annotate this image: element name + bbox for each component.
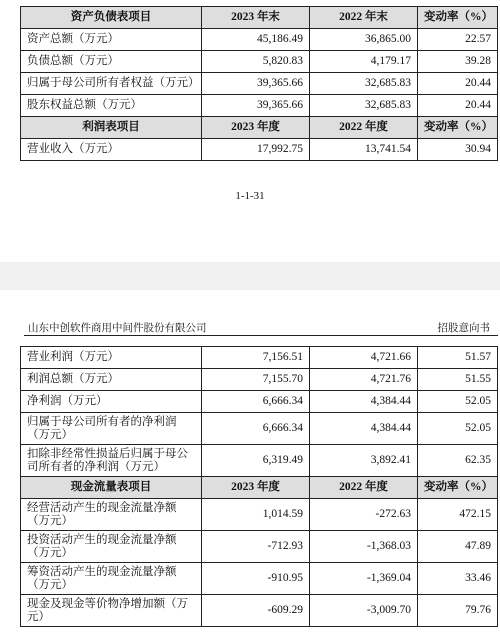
change-rate: 51.55 <box>418 369 498 391</box>
table-row <box>21 413 498 445</box>
table-row <box>21 531 498 563</box>
value-2022: 4,721.66 <box>310 347 418 369</box>
header-cell: 现金流量表项目 <box>21 477 202 499</box>
financial-table-page1 <box>20 6 498 161</box>
header-cell: 2023 年度 <box>202 117 310 139</box>
row-label: 归属于母公司所有者的净利润（万元） <box>21 413 202 445</box>
value-2023: 6,319.49 <box>202 445 310 477</box>
value-2023: -609.29 <box>202 595 310 627</box>
value-2022: 4,384.44 <box>310 391 418 413</box>
company-name: 山东中创软件商用中间件股份有限公司 <box>28 323 207 334</box>
value-2023: -712.93 <box>202 531 310 563</box>
value-2023: 6,666.34 <box>202 391 310 413</box>
value-2022: -272.63 <box>310 499 418 531</box>
income-statement-header-row <box>21 117 498 139</box>
row-label: 股东权益总额（万元） <box>21 95 202 117</box>
row-label: 营业收入（万元） <box>21 139 202 161</box>
row-label: 投资活动产生的现金流量净额（万元） <box>21 531 202 563</box>
change-rate: 39.28 <box>418 51 498 73</box>
table-row <box>21 391 498 413</box>
change-rate: 22.57 <box>418 29 498 51</box>
change-rate: 33.46 <box>418 563 498 595</box>
change-rate: 20.44 <box>418 95 498 117</box>
change-rate: 51.57 <box>418 347 498 369</box>
row-label: 经营活动产生的现金流量净额（万元） <box>21 499 202 531</box>
header-cell: 2022 年度 <box>310 477 418 499</box>
value-2023: 45,186.49 <box>202 29 310 51</box>
value-2022: 4,179.17 <box>310 51 418 73</box>
row-label: 净利润（万元） <box>21 391 202 413</box>
header-cell: 2023 年度 <box>202 477 310 499</box>
table-row <box>21 499 498 531</box>
value-2023: 1,014.59 <box>202 499 310 531</box>
value-2023: 39,365.66 <box>202 73 310 95</box>
header-cell: 2022 年度 <box>310 117 418 139</box>
table-row <box>21 29 498 51</box>
header-rule <box>24 335 498 336</box>
header-cell: 变动率（%） <box>418 7 498 29</box>
change-rate: 20.44 <box>418 73 498 95</box>
value-2023: 7,156.51 <box>202 347 310 369</box>
header-cell: 变动率（%） <box>418 477 498 499</box>
change-rate: 52.05 <box>418 413 498 445</box>
change-rate: 30.94 <box>418 139 498 161</box>
value-2023: 7,155.70 <box>202 369 310 391</box>
value-2023: 6,666.34 <box>202 413 310 445</box>
value-2022: -1,369.04 <box>310 563 418 595</box>
value-2022: 36,865.00 <box>310 29 418 51</box>
financial-table-page2 <box>20 346 498 627</box>
change-rate: 62.35 <box>418 445 498 477</box>
row-label: 归属于母公司所有者权益（万元） <box>21 73 202 95</box>
page-2 <box>0 290 500 636</box>
cash-flow-header-row <box>21 477 498 499</box>
row-label: 筹资活动产生的现金流量净额（万元） <box>21 563 202 595</box>
table-row <box>21 369 498 391</box>
table-row <box>21 445 498 477</box>
page-1 <box>0 0 500 262</box>
change-rate: 52.05 <box>418 391 498 413</box>
table-row <box>21 563 498 595</box>
value-2023: -910.95 <box>202 563 310 595</box>
value-2023: 39,365.66 <box>202 95 310 117</box>
row-label: 营业利润（万元） <box>21 347 202 369</box>
row-label: 资产总额（万元） <box>21 29 202 51</box>
value-2022: 4,721.76 <box>310 369 418 391</box>
header-cell: 利润表项目 <box>21 117 202 139</box>
value-2022: 4,384.44 <box>310 413 418 445</box>
value-2022: 13,741.54 <box>310 139 418 161</box>
value-2022: 3,892.41 <box>310 445 418 477</box>
change-rate: 79.76 <box>418 595 498 627</box>
row-label: 利润总额（万元） <box>21 369 202 391</box>
page-gap <box>0 262 500 290</box>
row-label: 负债总额（万元） <box>21 51 202 73</box>
row-label: 现金及现金等价物净增加额（万元） <box>21 595 202 627</box>
value-2022: -1,368.03 <box>310 531 418 563</box>
header-cell: 资产负债表项目 <box>21 7 202 29</box>
page-number: 1-1-31 <box>235 190 265 202</box>
table-row <box>21 595 498 627</box>
table-row <box>21 95 498 117</box>
table-row <box>21 73 498 95</box>
table-row <box>21 51 498 73</box>
document-title: 招股意向书 <box>437 323 490 334</box>
balance-sheet-header-row <box>21 7 498 29</box>
table-row <box>21 139 498 161</box>
row-label: 扣除非经常性损益后归属于母公司所有者的净利润（万元） <box>21 445 202 477</box>
value-2023: 17,992.75 <box>202 139 310 161</box>
header-cell: 2023 年末 <box>202 7 310 29</box>
table-row <box>21 347 498 369</box>
value-2023: 5,820.83 <box>202 51 310 73</box>
header-cell: 变动率（%） <box>418 117 498 139</box>
header-cell: 2022 年末 <box>310 7 418 29</box>
value-2022: 32,685.83 <box>310 73 418 95</box>
value-2022: 32,685.83 <box>310 95 418 117</box>
value-2022: -3,009.70 <box>310 595 418 627</box>
change-rate: 472.15 <box>418 499 498 531</box>
change-rate: 47.89 <box>418 531 498 563</box>
